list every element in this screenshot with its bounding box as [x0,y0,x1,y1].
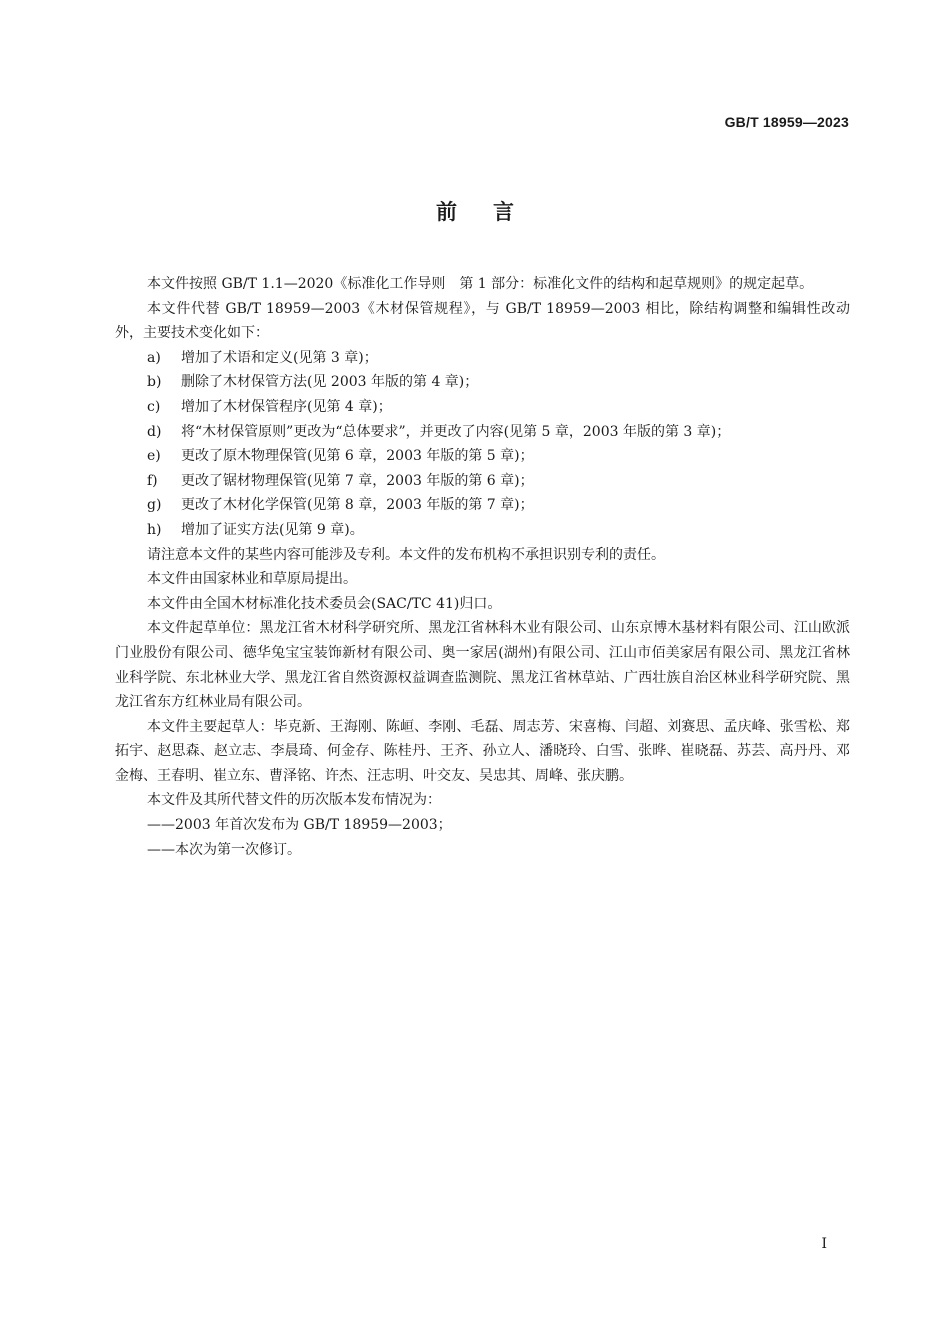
list-item [115,469,850,494]
list-item [115,444,850,469]
list-item-text: 将“木材保管原则”更改为“总体要求”，并更改了内容(见第 5 章，2003 年版的第 3 章)； [181,423,731,440]
paragraph-committee: 本文件由全国木材标准化技术委员会(SAC/TC 41)归口。 [147,595,502,612]
paragraph-proposer: 本文件由国家林业和草原局提出。 [147,571,357,588]
list-marker: a) [147,349,161,366]
list-marker: b) [147,374,162,391]
list-item [115,493,850,518]
standard-code: GB/T 18959—2023 [724,114,849,130]
list-marker: g) [147,497,162,514]
list-item-text: 增加了木材保管程序(见第 4 章)； [181,398,392,415]
paragraph-replacement: 本文件代替 GB/T 18959—2003《木材保管规程》，与 GB/T 18959—2003 相比，除结构调整和编辑性改动外，主要技术变化如下： [115,300,850,342]
list-item-text: 增加了证实方法(见第 9 章)。 [181,521,364,538]
list-item [115,518,850,543]
page-number: I [821,1236,827,1252]
list-item-text: 增加了术语和定义(见第 3 章)； [181,349,378,366]
paragraph-drafters: 本文件主要起草人：毕克新、王海刚、陈峘、李刚、毛磊、周志芳、宋喜梅、闫超、刘赛思、孟庆峰、张雪松、郑拓宇、赵思森、赵立志、李晨琦、何金存、陈桂丹、王齐、孙立人、潘晓玲、白雪、张晔、崔晓磊、苏芸、高丹丹、邓金梅、王春明、崔立东、曹泽铭、许杰、汪志明、叶交友、吴忠其、周峰、张庆鹏。 [115,718,850,784]
list-marker: c) [147,398,161,415]
list-item [115,395,850,420]
list-marker: h) [147,521,162,538]
paragraph-drafting-rules: 本文件按照 GB/T 1.1—2020《标准化工作导则 第 1 部分：标准化文件的结构和起草规则》的规定起草。 [147,276,814,292]
list-item-text: 更改了原木物理保管(见第 6 章，2003 年版的第 5 章)； [181,448,534,465]
page-title: 前言 [436,200,550,224]
list-marker: d) [147,423,162,440]
paragraph-patent-notice: 请注意本文件的某些内容可能涉及专利。本文件的发布机构不承担识别专利的责任。 [147,546,665,563]
document-body [115,272,850,862]
history-item: ——2003 年首次发布为 GB/T 18959—2003； [147,817,452,834]
list-marker: e) [147,448,161,465]
list-marker: f) [147,472,158,489]
paragraph-history-intro: 本文件及其所代替文件的历次版本发布情况为： [147,792,441,809]
list-item [115,346,850,371]
list-item [115,370,850,395]
list-item-text: 更改了锯材物理保管(见第 7 章，2003 年版的第 6 章)； [181,472,534,489]
list-item [115,420,850,445]
paragraph-drafting-units: 本文件起草单位：黑龙江省木材科学研究所、黑龙江省林科木业有限公司、山东京博木基材料有限公司、江山欧派门业股份有限公司、德华兔宝宝装饰新材有限公司、奥一家居(湖州)有限公司、江山市佰美家居有限公司、黑龙江省林业科学院、东北林业大学、黑龙江省自然资源权益调查监测院、黑龙江省林草站、广西壮族自治区林业科学研究院、黑龙江省东方红林业局有限公司。 [115,620,850,711]
list-item-text: 删除了木材保管方法(见 2003 年版的第 4 章)； [181,374,479,391]
history-item: ——本次为第一次修订。 [147,841,301,858]
list-item-text: 更改了木材化学保管(见第 8 章，2003 年版的第 7 章)； [181,497,534,514]
changes-list [115,346,850,543]
